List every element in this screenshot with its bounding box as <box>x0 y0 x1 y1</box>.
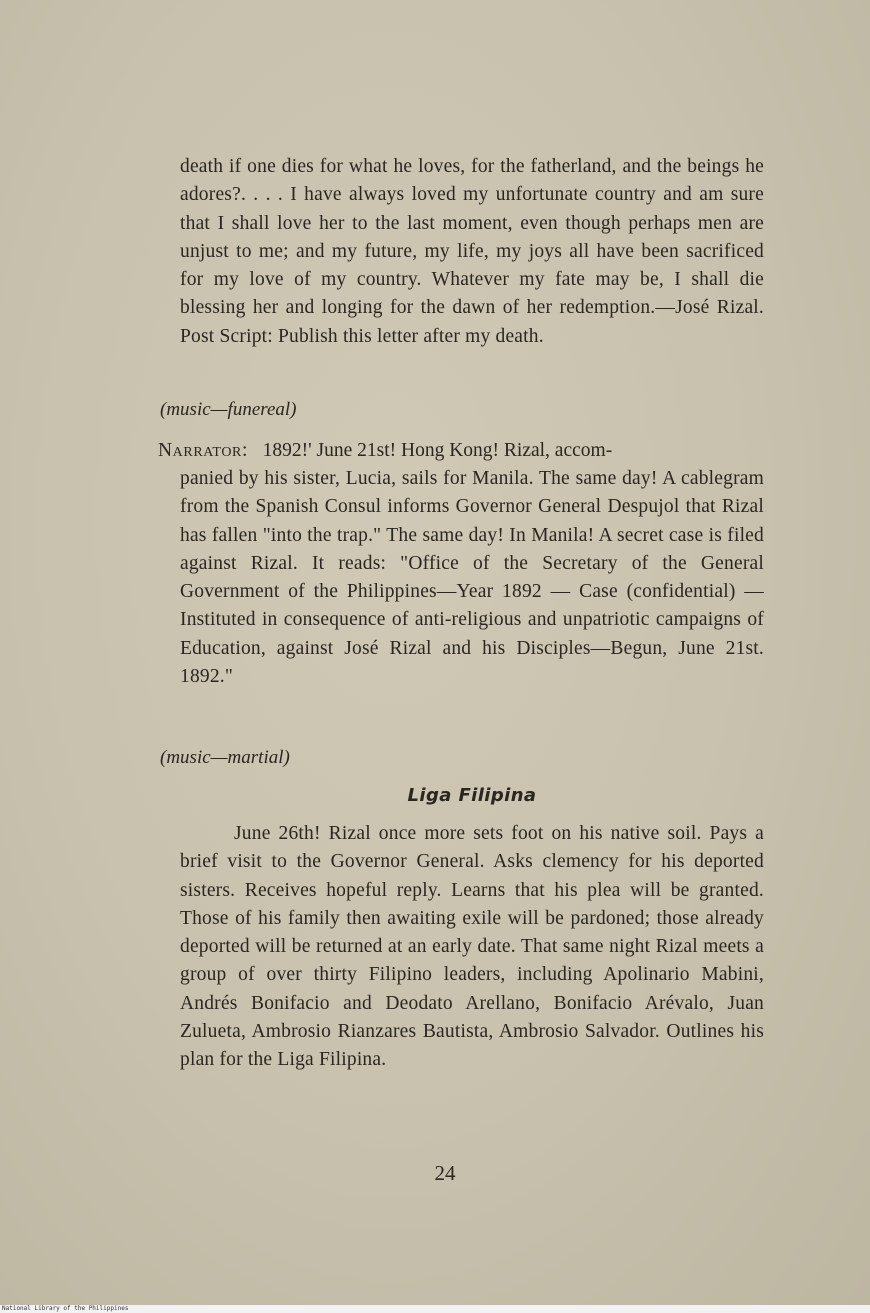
page-number: 24 <box>434 1161 456 1185</box>
narrator-paragraph: panied by his sister, Lucia, sails for Manila. The same day! A cablegram from the Spanish Consul informs Governor General Despujol that Rizal has fallen "into the trap." The same day! In Manila! A secret case is filed against Rizal. It reads: "Office of the Secretary of the General Government of the Philippines—Year 1892 — Case (confidential) — Instituted in consequence of anti-religious and unpatriotic campaigns of Education, against José Rizal and his Disciples—Begun, June 21st. 1892." <box>180 468 764 688</box>
narrator-first-line <box>158 437 764 465</box>
music-cue-funereal: (music—funereal) <box>160 399 297 420</box>
narrator-line-text: 1892!' June 21st! Hong Kong! Rizal, accom- <box>262 440 613 461</box>
liga-filipina-paragraph: June 26th! Rizal once more sets foot on his native soil. Pays a brief visit to the Governor General. Asks clemency for his deported sisters. Receives hopeful reply. Learns that his plea will be granted. Those of his family then awaiting exile will be pardoned; those already deported will be returned at an early date. That same night Rizal meets a group of over thirty Filipino leaders, including Apolinario Mabini, Andrés Bonifacio and Deodato Arellano, Bonifacio Arévalo, Juan Zulueta, Ambrosio Rianzares Bautista, Ambrosio Salvador. Outlines his plan for the Liga Filipina. <box>180 823 764 1071</box>
library-credit: National Library of the Philippines <box>2 1305 129 1312</box>
letter-paragraph: death if one dies for what he loves, for the fatherland, and the beings he adores?. . . . I have always loved my unfortunate country and am sure that I shall love her to the last moment, even though perhaps men are unjust to me; and my future, my life, my joys all have been sacrificed for my love of my country. Whatever my fate may be, I shall die blessing her and longing for the dawn of her redemption.—José Rizal. Post Script: Publish this letter after my death. <box>180 156 764 347</box>
scan-footer-strip <box>0 1305 870 1313</box>
music-cue-martial: (music—martial) <box>160 747 290 768</box>
narrator-label: Narrator: <box>158 440 248 461</box>
section-heading: Liga Filipina <box>407 785 537 806</box>
